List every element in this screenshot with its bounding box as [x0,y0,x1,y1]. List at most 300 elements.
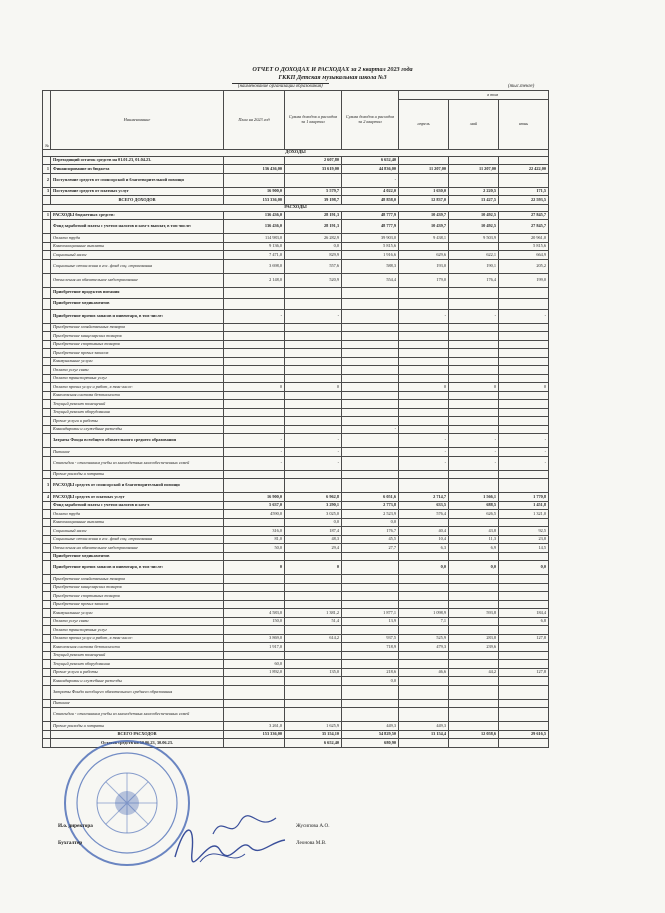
cell-q1 [285,425,342,434]
cell-may: 626,5 [449,510,499,519]
table-row [43,298,549,309]
cell-q2: 554,4 [342,273,399,287]
cell-q2: 39 903,0 [342,234,399,243]
cell-may [449,518,499,527]
cell-name: Приобретение хозяйственных товаров [51,575,224,584]
cell-apr [399,357,449,366]
cell-no [43,408,51,417]
cell-q1 [285,592,342,601]
cell-apr: 10 439,7 [399,220,449,234]
cell-no [43,383,51,392]
cell-no [43,677,51,686]
cell-may: 0 [449,383,499,392]
cell-name: Текущий ремонт помещений [51,400,224,409]
cell-q2: 0,0 [342,518,399,527]
table-row [43,575,549,584]
cell-no [43,196,51,205]
cell-no [43,552,51,561]
table-row [43,668,549,677]
table-row [43,259,549,273]
cell-jun: 171,5 [499,187,549,196]
cell-name: Приобретение медикаментов [51,552,224,561]
cell-q1: 0,0 [285,518,342,527]
cell-q1: 48,3 [285,535,342,544]
cell-no [43,708,51,722]
cell-q2 [342,448,399,457]
cell-q2 [342,391,399,400]
cell-name: Командировки и служебные разъезды [51,677,224,686]
cell-q2: 48 777,9 [342,220,399,234]
cell-jun: 23,8 [499,535,549,544]
cell-apr: 12 837,0 [399,196,449,205]
cell-apr [399,600,449,609]
cell-plan: 1 917,0 [224,643,285,652]
cell-jun [499,592,549,601]
header-jun: июнь [499,99,549,149]
table-row [43,626,549,635]
cell-jun: 27 845,7 [499,211,549,220]
cell-name: Социальный налог [51,251,224,260]
table-row [43,383,549,392]
cell-jun: 29 616,5 [499,730,549,739]
cell-plan [224,470,285,479]
cell-q2 [342,592,399,601]
cell-name: Оплата труда [51,510,224,519]
cell-apr [399,417,449,426]
table-row [43,425,549,434]
cell-q1 [285,626,342,635]
report-body [43,149,549,747]
cell-apr [399,400,449,409]
cell-name: ВСЕГО РАСХОДОВ [51,730,224,739]
cell-plan: 4590,0 [224,510,285,519]
cell-q2: 45,5 [342,535,399,544]
table-row [43,400,549,409]
cell-jun [499,600,549,609]
cell-jun [499,739,549,748]
cell-apr: 633,5 [399,501,449,510]
cell-no [43,501,51,510]
cell-q1 [285,660,342,669]
header-plan: План на 2023 год [224,91,285,150]
cell-q2 [342,357,399,366]
organization-caption: (наименование организации образования) [232,83,329,89]
accountant-title: Бухгалтер [58,840,83,846]
cell-may [449,173,499,187]
cell-jun: 22 422,00 [499,165,549,174]
cell-jun [499,660,549,669]
cell-q1 [285,349,342,358]
cell-q2: 54 829,50 [342,730,399,739]
cell-name: Прочие услуги и работы [51,668,224,677]
cell-jun [499,400,549,409]
cell-jun [499,643,549,652]
cell-q1: 28 191,3 [285,220,342,234]
cell-q2: 718,9 [342,643,399,652]
cell-apr: 193,0 [399,259,449,273]
cell-q2: 5 815,6 [342,242,399,251]
table-row [43,527,549,536]
cell-no [43,448,51,457]
cell-no [43,366,51,375]
cell-q1 [285,173,342,187]
cell-plan [224,349,285,358]
cell-no [43,417,51,426]
cell-q1 [285,643,342,652]
cell-may [449,739,499,748]
cell-plan [224,575,285,584]
table-row [43,552,549,561]
cell-name: Остаток средств на 30.06.23, 30.06.23. [51,739,224,748]
cell-apr [399,626,449,635]
cell-q2 [342,575,399,584]
cell-no [43,470,51,479]
cell-plan [224,739,285,748]
cell-may [449,391,499,400]
cell-may [449,340,499,349]
cell-q2 [342,309,399,323]
cell-jun: 0,0 [499,561,549,575]
table-row [43,510,549,519]
cell-plan [224,374,285,383]
cell-may [449,660,499,669]
cell-plan: 2 148,0 [224,273,285,287]
cell-q2 [342,408,399,417]
cell-no [43,660,51,669]
table-row [43,332,549,341]
cell-apr [399,479,449,493]
cell-plan: 5 637,0 [224,501,285,510]
cell-plan [224,408,285,417]
table-row [43,685,549,699]
cell-name: Коммунальные услуги [51,609,224,618]
table-row [43,323,549,332]
cell-no [43,340,51,349]
cell-q2: 1 916,6 [342,251,399,260]
cell-q2: 2 523,9 [342,510,399,519]
table-row [43,677,549,686]
cell-no [43,273,51,287]
cell-may [449,592,499,601]
cell-q2: 680,90 [342,739,399,748]
cell-may [449,708,499,722]
cell-q1: 829,9 [285,251,342,260]
cell-jun: 1 451,8 [499,501,549,510]
cell-plan [224,340,285,349]
cell-q1 [285,408,342,417]
cell-q1: 5 579,7 [285,187,342,196]
cell-jun [499,417,549,426]
cell-apr [399,739,449,748]
cell-name: Оплата услуг связи [51,617,224,626]
cell-q2: 44 836,00 [342,165,399,174]
cell-q2 [342,400,399,409]
cell-plan [224,651,285,660]
cell-q1 [285,391,342,400]
cell-no [43,651,51,660]
cell-may [449,374,499,383]
table-row [43,242,549,251]
cell-jun [499,552,549,561]
cell-no [43,242,51,251]
header-may: май [449,99,499,149]
table-row [43,391,549,400]
cell-may: 6,9 [449,544,499,553]
table-row [43,617,549,626]
cell-jun [499,323,549,332]
cell-no [43,527,51,536]
cell-may: 1 566,1 [449,493,499,502]
cell-q1 [285,685,342,699]
cell-jun: - [499,448,549,457]
cell-name: РАСХОДЫ средств от платных услуг [51,493,224,502]
cell-plan: 136 436,00 [224,165,285,174]
cell-may [449,287,499,298]
cell-may [449,479,499,493]
table-row [43,349,549,358]
cell-name: Компенсационные выплаты [51,242,224,251]
cell-apr: 629,6 [399,251,449,260]
cell-apr: 576,4 [399,510,449,519]
cell-plan: 153 336,00 [224,730,285,739]
cell-apr: 2 714,7 [399,493,449,502]
cell-may: 622,1 [449,251,499,260]
cell-may [449,470,499,479]
cell-q2 [342,323,399,332]
table-row [43,196,549,205]
table-row [43,187,549,196]
table-row [43,234,549,243]
cell-q2: - [342,173,399,187]
cell-may: 239,6 [449,643,499,652]
cell-no [43,617,51,626]
cell-no: 1 [43,165,51,174]
cell-name: Текущий ремонт оборудования [51,408,224,417]
header-q2: Сумма доходов и расходов за 2 квартал [342,91,399,150]
cell-may [449,575,499,584]
cell-q2 [342,434,399,448]
cell-q1 [285,699,342,708]
cell-plan: 4 583,0 [224,609,285,618]
cell-q2 [342,699,399,708]
cell-may: 11 207,00 [449,165,499,174]
cell-apr [399,349,449,358]
cell-plan [224,708,285,722]
cell-plan: 0 [224,383,285,392]
cell-name: Стипендии - отличникам учебы из многодетных малообеспеченных семей [51,456,224,470]
cell-no [43,309,51,323]
cell-jun [499,626,549,635]
cell-no [43,600,51,609]
cell-name: Социальные отчисления в гос. фонд соц. страхования [51,259,224,273]
cell-apr: 525,9 [399,634,449,643]
cell-q2: 588,3 [342,259,399,273]
cell-q2 [342,332,399,341]
cell-q1: - [285,309,342,323]
cell-q2: 27,7 [342,544,399,553]
cell-plan: 3 698,0 [224,259,285,273]
cell-may [449,323,499,332]
cell-plan: 3 261,0 [224,722,285,731]
cell-apr: 179,0 [399,273,449,287]
cell-jun [499,677,549,686]
cell-plan [224,400,285,409]
cell-q1 [285,287,342,298]
cell-may [449,552,499,561]
table-row [43,374,549,383]
cell-apr [399,677,449,686]
organization-name: ГККП Детская музыкальная школа №3 [278,74,387,81]
cell-jun: 1 770,8 [499,493,549,502]
director-title: И.о. директора [58,823,93,829]
table-row [43,434,549,448]
cell-jun [499,408,549,417]
cell-jun [499,349,549,358]
cell-q1 [285,651,342,660]
cell-name: Стипендии - отличникам учебы из многодетных малообеспеченных семей [51,708,224,722]
cell-q1: 0 [285,561,342,575]
cell-may: 2 220,5 [449,187,499,196]
cell-name: Текущий ремонт помещений [51,651,224,660]
cell-q2 [342,479,399,493]
cell-q1: 520,9 [285,273,342,287]
cell-q1 [285,708,342,722]
cell-no [43,251,51,260]
cell-may [449,651,499,660]
cell-no [43,561,51,575]
cell-plan [224,552,285,561]
cell-plan [224,425,285,434]
cell-q2 [342,456,399,470]
cell-apr [399,583,449,592]
cell-plan [224,626,285,635]
cell-no: 1 [43,211,51,220]
section-header-row [43,204,549,211]
cell-jun [499,391,549,400]
cell-q2: 0,0 [342,677,399,686]
cell-q2: - [342,425,399,434]
cell-name: Отчисления на обязательное медстрахование [51,544,224,553]
cell-name: Поступление средств от спонсорской и благотворительной помощи [51,173,224,187]
cell-plan [224,518,285,527]
table-row [43,211,549,220]
cell-name: РАСХОДЫ бюджетных средств: [51,211,224,220]
cell-apr: - [399,448,449,457]
cell-jun [499,374,549,383]
header-no: № [43,91,51,150]
cell-apr [399,323,449,332]
cell-name: Оплата труда [51,234,224,243]
cell-plan [224,357,285,366]
cell-jun [499,287,549,298]
header-incl: в том [399,91,549,100]
cell-q2 [342,470,399,479]
cell-q1 [285,575,342,584]
cell-name: Оплата транспортных услуг [51,626,224,635]
cell-q2 [342,383,399,392]
cell-apr: 1 630,0 [399,187,449,196]
cell-may [449,583,499,592]
cell-q2 [342,552,399,561]
table-row [43,660,549,669]
cell-no [43,535,51,544]
cell-may [449,332,499,341]
cell-q1 [285,366,342,375]
cell-jun: 20 961,0 [499,234,549,243]
cell-q2: 48 777,9 [342,211,399,220]
cell-may [449,425,499,434]
cell-apr: 479,3 [399,643,449,652]
cell-q2 [342,626,399,635]
cell-apr: 0,0 [399,561,449,575]
table-row [43,544,549,553]
cell-q1: 39 198,7 [285,196,342,205]
cell-may: 688,5 [449,501,499,510]
director-name: Жусипова А.О. [296,823,330,829]
cell-q2 [342,685,399,699]
cell-jun [499,651,549,660]
cell-no [43,583,51,592]
cell-no [43,730,51,739]
cell-plan: 136 436,0 [224,211,285,220]
cell-no [43,592,51,601]
cell-may: 190,1 [449,259,499,273]
table-row [43,173,549,187]
cell-q2: 6 652,40 [342,156,399,165]
section-title: ДОХОДЫ [43,149,549,156]
cell-may: 10 492,5 [449,211,499,220]
cell-no: 2 [43,173,51,187]
cell-may [449,298,499,309]
cell-no [43,739,51,748]
cell-plan: 9 136,0 [224,242,285,251]
cell-no [43,575,51,584]
cell-q2 [342,583,399,592]
cell-no [43,391,51,400]
cell-plan: 114 983,0 [224,234,285,243]
cell-may: 0,0 [449,561,499,575]
cell-name: Отчисления на обязательное медстрахование [51,273,224,287]
accountant-name: Леонова М.В. [296,840,327,846]
cell-plan [224,173,285,187]
cell-no [43,298,51,309]
table-row [43,479,549,493]
cell-jun: 1 321,0 [499,510,549,519]
cell-apr [399,340,449,349]
report-title: ОТЧЕТ О ДОХОДАХ И РАСХОДАХ за 2 квартал 2023 года [252,66,413,73]
cell-may: 10 492,5 [449,220,499,234]
cell-apr: 10 439,7 [399,211,449,220]
cell-no [43,349,51,358]
cell-jun [499,685,549,699]
cell-name: Прочие расходы и затраты [51,722,224,731]
header-apr: апрель [399,99,449,149]
cell-q2: 2 773,8 [342,501,399,510]
cell-may [449,156,499,165]
cell-plan [224,600,285,609]
cell-jun: 127,8 [499,668,549,677]
cell-no [43,699,51,708]
cell-q2 [342,651,399,660]
cell-q2 [342,340,399,349]
table-row [43,501,549,510]
cell-no [43,259,51,273]
cell-name: Текущий ремонт оборудования [51,660,224,669]
cell-q1: 35 154,10 [285,730,342,739]
cell-jun [499,470,549,479]
table-row [43,408,549,417]
cell-name: Оплата услуг связи [51,366,224,375]
